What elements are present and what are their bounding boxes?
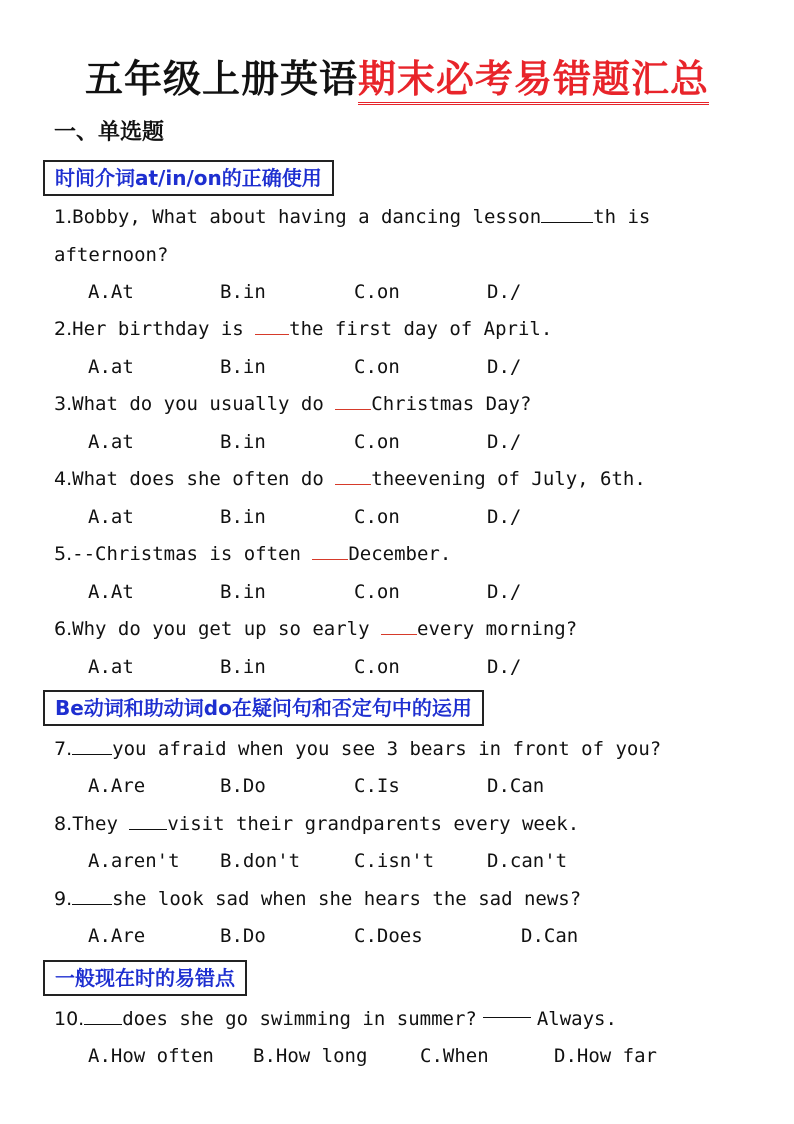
option[interactable]: C.When (420, 1045, 489, 1067)
option[interactable]: B.in (220, 356, 266, 378)
answer-blank[interactable] (72, 886, 112, 905)
answer-blank[interactable] (84, 1006, 122, 1025)
question-2: 2.Her birthday is the first day of April. (54, 318, 553, 340)
option[interactable]: B.in (220, 506, 266, 528)
option[interactable]: C.isn't (354, 850, 435, 872)
question-1: 1.Bobby, What about having a dancing lesson th is (54, 206, 651, 228)
option[interactable]: D.Can (521, 925, 579, 947)
option[interactable]: A.How often (88, 1045, 214, 1067)
answer-blank[interactable] (541, 204, 593, 223)
answer-blank[interactable] (312, 541, 348, 560)
option[interactable]: C.on (354, 506, 400, 528)
option[interactable]: D./ (487, 431, 522, 453)
option[interactable]: D./ (487, 581, 522, 603)
option[interactable]: C.Does (354, 925, 423, 947)
question-4: 4.What does she often do theevening of July, 6th. (54, 468, 646, 490)
question-3: 3.What do you usually do Christmas Day? (54, 393, 532, 415)
title-part2: 期末必考易错题汇总 (358, 57, 709, 105)
topic-box-be-do: Be动词和助动词do在疑问句和否定句中的运用 (43, 690, 484, 726)
option[interactable]: B.in (220, 281, 266, 303)
question-10: 10. does she go swimming in summer? Always. (54, 1008, 617, 1030)
question-7: 7. you afraid when you see 3 bears in front of you? (54, 738, 662, 760)
topic-box-prepositions: 时间介词at/in/on的正确使用 (43, 160, 334, 196)
option[interactable]: A.at (88, 656, 134, 678)
option[interactable]: D./ (487, 656, 522, 678)
option[interactable]: B.don't (220, 850, 301, 872)
answer-blank[interactable] (335, 391, 371, 410)
option[interactable]: C.on (354, 431, 400, 453)
answer-blank[interactable] (335, 466, 371, 485)
topic-box-present-simple: 一般现在时的易错点 (43, 960, 247, 996)
option[interactable]: A.Are (88, 925, 146, 947)
option[interactable]: A.at (88, 431, 134, 453)
option[interactable]: B.in (220, 431, 266, 453)
option[interactable]: D./ (487, 356, 522, 378)
option[interactable]: A.At (88, 581, 134, 603)
option[interactable]: D.How far (554, 1045, 657, 1067)
option[interactable]: B.Do (220, 775, 266, 797)
option[interactable]: A.Are (88, 775, 146, 797)
option[interactable]: B.Do (220, 925, 266, 947)
title-part1: 五年级上册英语 (84, 57, 358, 101)
answer-blank[interactable] (72, 736, 112, 755)
question-8: 8.They visit their grandparents every week. (54, 813, 580, 835)
option[interactable]: C.on (354, 281, 400, 303)
question-5: 5.--Christmas is often December. (54, 543, 452, 565)
option[interactable]: A.at (88, 506, 134, 528)
option[interactable]: C.on (354, 356, 400, 378)
option[interactable]: D.Can (487, 775, 545, 797)
option[interactable]: D./ (487, 281, 522, 303)
option[interactable]: B.in (220, 581, 266, 603)
option[interactable]: A.aren't (88, 850, 180, 872)
option[interactable]: A.At (88, 281, 134, 303)
option[interactable]: C.on (354, 656, 400, 678)
answer-blank[interactable] (255, 316, 289, 335)
dash-separator (483, 1017, 531, 1018)
answer-blank[interactable] (381, 616, 417, 635)
option[interactable]: B.How long (253, 1045, 368, 1067)
answer-blank[interactable] (129, 811, 167, 830)
question-6: 6.Why do you get up so early every morning? (54, 618, 578, 640)
option[interactable]: B.in (220, 656, 266, 678)
option[interactable]: A.at (88, 356, 134, 378)
option[interactable]: D.can't (487, 850, 568, 872)
option[interactable]: D./ (487, 506, 522, 528)
option[interactable]: C.Is (354, 775, 400, 797)
question-1-continued: afternoon? (54, 244, 169, 266)
option[interactable]: C.on (354, 581, 400, 603)
section-heading: 一、单选题 (54, 120, 165, 145)
question-9: 9. she look sad when she hears the sad news? (54, 888, 582, 910)
page-title (0, 56, 794, 102)
